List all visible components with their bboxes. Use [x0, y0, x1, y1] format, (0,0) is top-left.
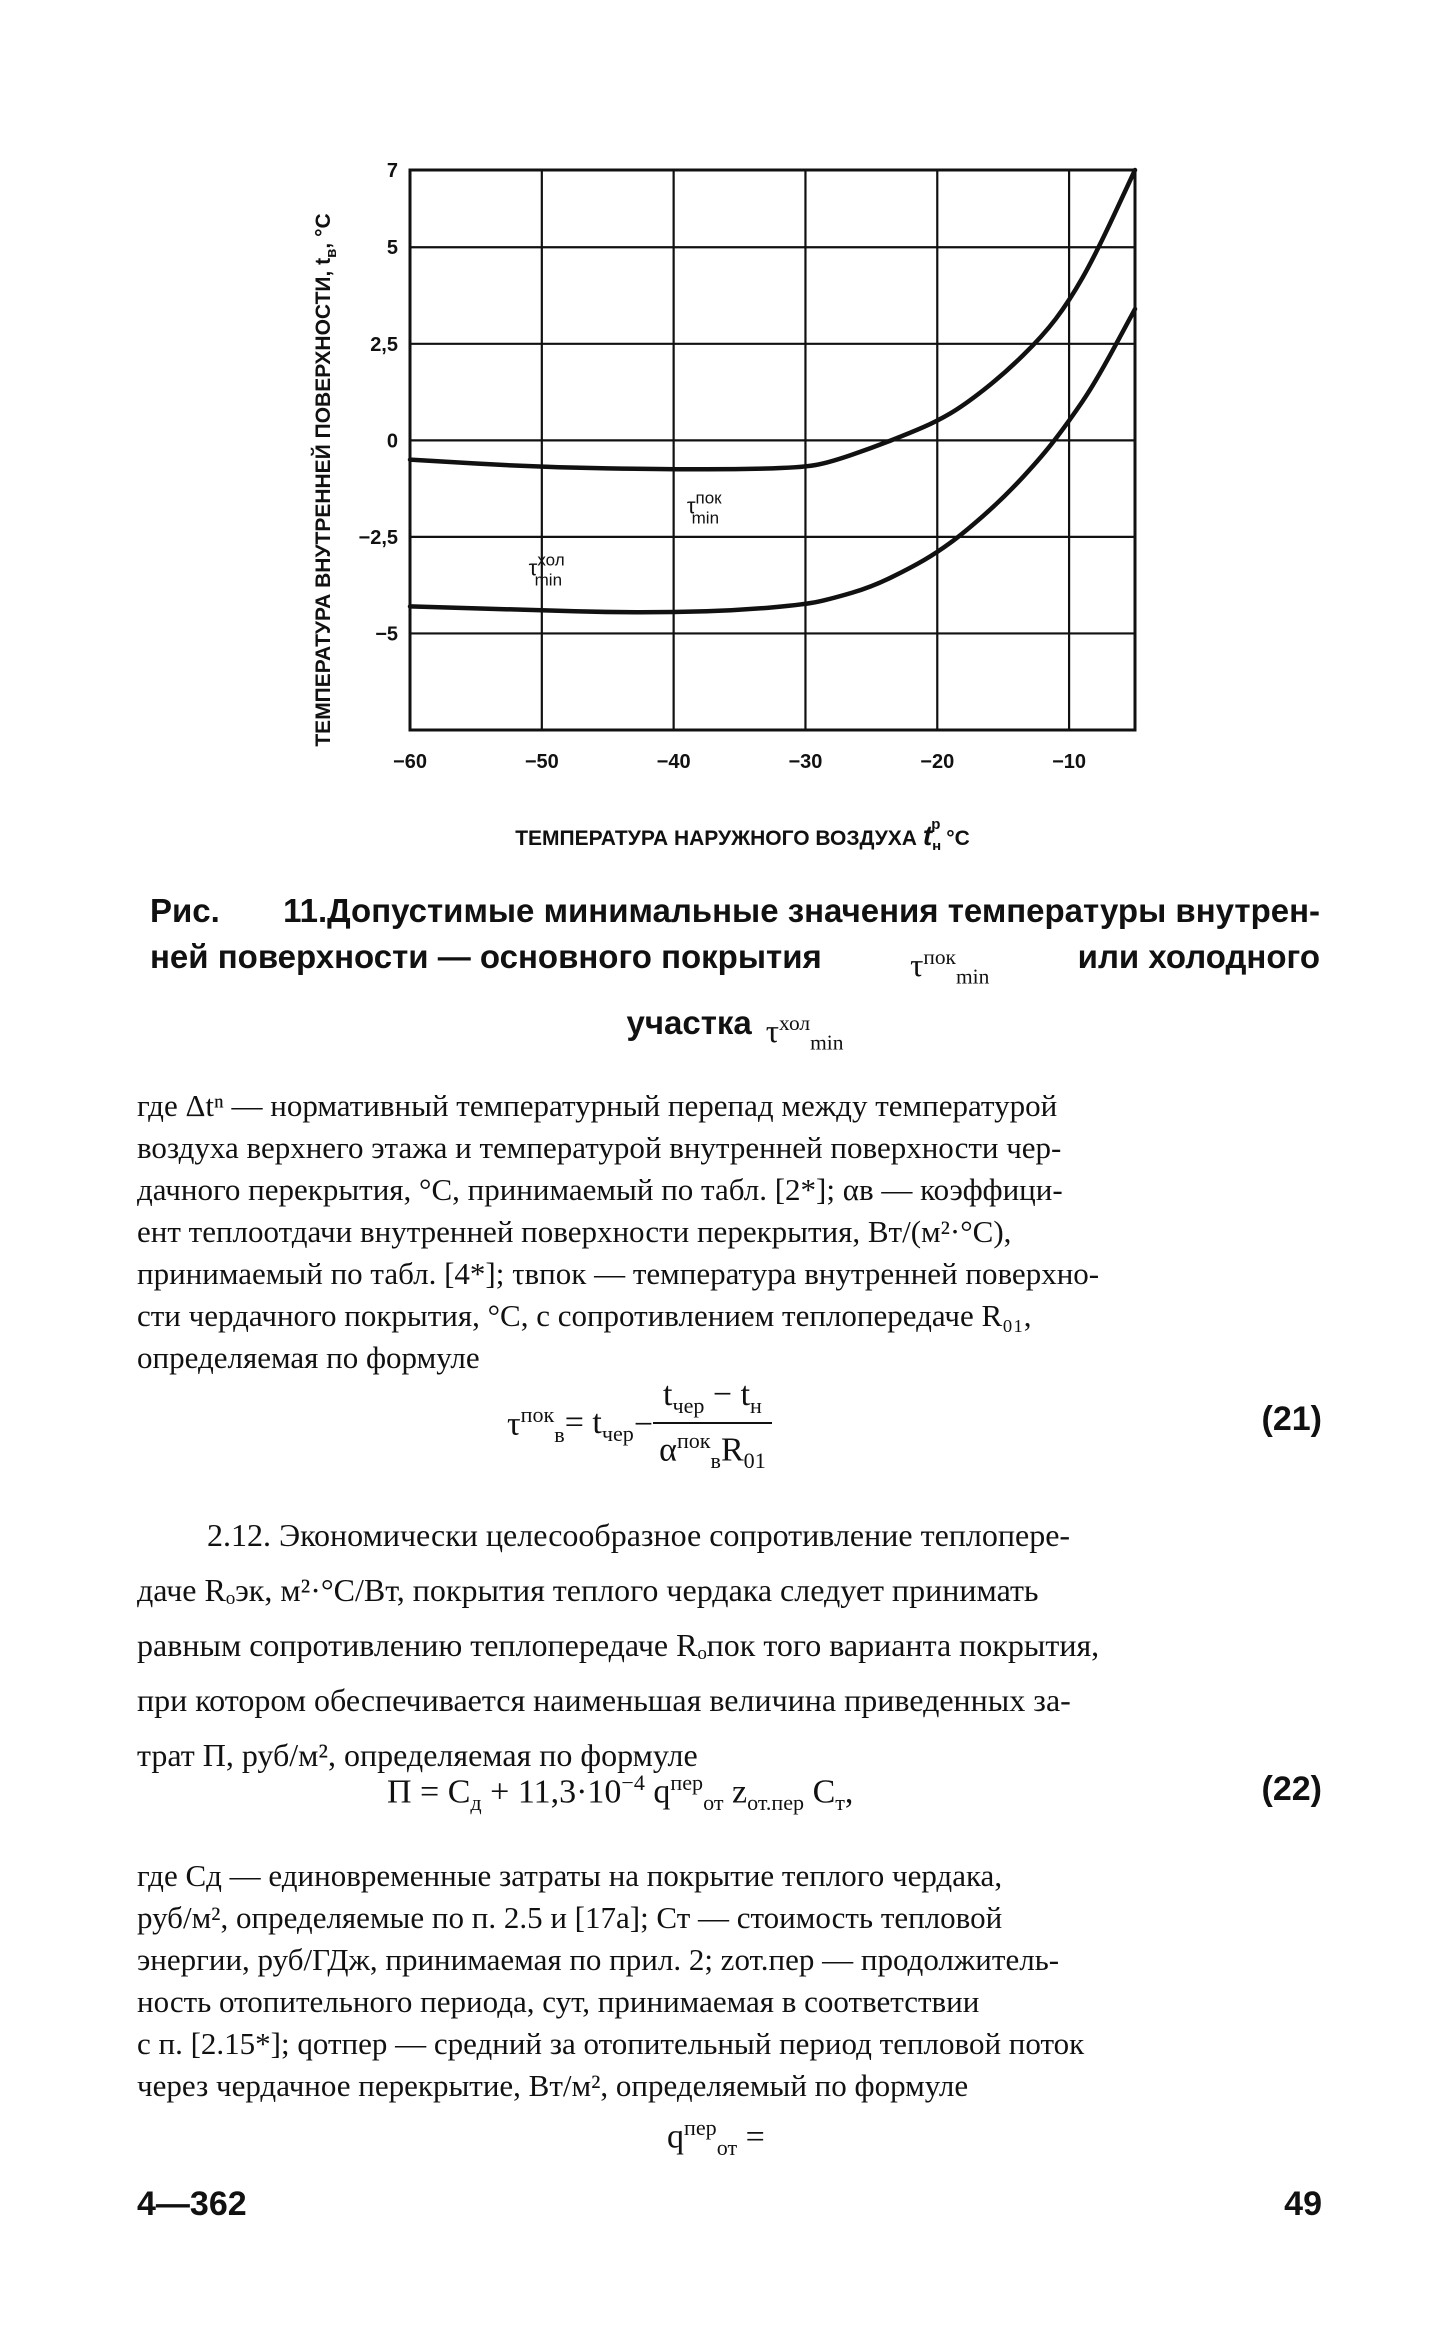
- paragraph-3: [137, 1855, 1322, 2107]
- para3-line: энергии, руб/ГДж, принимаемая по прил. 2; zот.пер — продолжитель-: [137, 1942, 1060, 1977]
- series-label-1: $\tau^{хол}$ min: [528, 550, 565, 590]
- x-tick-label: −50: [524, 751, 559, 773]
- eq21-t: = $t_{чер}$: [564, 1403, 634, 1446]
- para3-line: руб/м², определяемые по п. 2.5 и [17а]; Ст — стоимость тепловой: [137, 1900, 1003, 1935]
- eq21-numerator: $t_{чер} - t_н$: [653, 1376, 772, 1425]
- caption-line-2: [150, 934, 1320, 1000]
- series-line-0: [410, 170, 1135, 469]
- caption-line3: участка: [626, 1003, 752, 1041]
- para3-line: где Сд — единовременные затраты на покрытие теплого чердака,: [137, 1858, 1003, 1893]
- caption-tau-pok: $\tau^{пок}_{min}$: [910, 945, 990, 989]
- y-tick-label: 2,5: [370, 333, 398, 356]
- para2-line: даче Rₒэк, м²·°С/Вт, покрытия теплого чердака следует принимать: [137, 1572, 1039, 1608]
- x-tick-label: −20: [920, 751, 955, 773]
- paragraph-1: [137, 1085, 1322, 1379]
- caption-line2b: или холодного: [1077, 938, 1320, 975]
- equation-21: [137, 1370, 1322, 1480]
- series-label-0: $\tau^{пок}$ min: [686, 488, 722, 528]
- page-number: 49: [1284, 2185, 1322, 2223]
- y-axis-label: ТЕМПЕРАТУРА ВНУТРЕННЕЙ ПОВЕРХНОСТИ, $t_в$, °С: [312, 213, 340, 747]
- caption-line2a: ней поверхности — основного покрытия: [150, 938, 822, 975]
- caption-line-1: [150, 888, 1320, 934]
- paragraph-2: [137, 1508, 1322, 1783]
- para3-line: с п. [2.15*]; qотпер — средний за отопительный период тепловой поток: [137, 2026, 1085, 2061]
- eq21-fraction: [653, 1376, 772, 1475]
- para1-line: принимаемый по табл. [4*]; τвпок — температура внутренней поверхно-: [137, 1256, 1100, 1291]
- caption-lead: Рис.: [150, 892, 220, 929]
- y-tick-label: −2,5: [358, 526, 398, 549]
- caption-line1-rest: 11.Допустимые минимальные значения температуры внутрен-: [283, 892, 1320, 929]
- equation-22: [137, 1770, 1322, 1830]
- x-tick-label: −10: [1052, 751, 1087, 773]
- para3-line: ность отопительного периода, сут, принимаемая в соответствии: [137, 1984, 980, 2019]
- para2-line: при котором обеспечивается наименьшая величина приведенных за-: [137, 1682, 1071, 1718]
- x-tick-label: −60: [393, 751, 427, 773]
- eq22-number: (22): [1261, 1770, 1322, 1808]
- para1-line: где Δtⁿ — нормативный температурный перепад между температурой: [137, 1088, 1058, 1123]
- footer-signature: 4—362: [137, 2185, 247, 2223]
- para2-line: 2.12. Экономически целесообразное сопротивление теплопере-: [207, 1517, 1071, 1553]
- y-tick-label: 5: [386, 237, 398, 260]
- para1-line: дачного перекрытия, °С, принимаемый по табл. [2*]; αв — коэффици-: [137, 1172, 1063, 1207]
- eq21-denominator: $\alpha^{пок}_вR_{01}$: [659, 1428, 766, 1474]
- y-tick-label: 7: [386, 160, 398, 182]
- eq21-number: (21): [1261, 1400, 1322, 1438]
- eq22-formula: $П = С_д + 11,3\cdot 10^{-4}$ $q^{пер}_{от}$ $z_{от.пер}$ $С_т$,: [387, 1770, 854, 1816]
- para1-line: определяемая по формуле: [137, 1340, 480, 1375]
- y-tick-label: 0: [386, 430, 398, 453]
- para1-line: ент теплоотдачи внутренней поверхности перекрытия, Вт/(м²·°С),: [137, 1214, 1012, 1249]
- temperature-chart: [300, 130, 1200, 850]
- para1-line: сти чердачного покрытия, °С, с сопротивлением теплопередаче R₀₁,: [137, 1298, 1032, 1333]
- para1-line: воздуха верхнего этажа и температурой внутренней поверхности чер-: [137, 1130, 1062, 1165]
- para3-line: через чердачное перекрытие, Вт/м², определяемый по формуле: [137, 2068, 969, 2103]
- x-tick-label: −40: [656, 751, 691, 773]
- plot-frame: [410, 170, 1135, 730]
- y-tick-label: −5: [375, 623, 398, 646]
- x-axis-label: ТЕМПЕРАТУРА НАРУЖНОГО ВОЗДУХА $t_нр$ °С: [515, 816, 970, 850]
- eq21-minus: −: [633, 1406, 653, 1443]
- x-tick-label: −30: [788, 751, 823, 773]
- para2-line: равным сопротивлению теплопередаче Rₒпок того варианта покрытия,: [137, 1627, 1100, 1663]
- para2-line: трат П, руб/м², определяемая по формуле: [137, 1737, 698, 1773]
- eq21-lhs: $\tau^{пок}_в$: [507, 1401, 565, 1448]
- caption-tau-hol: $\tau^{хол}_{min}$: [765, 1010, 844, 1055]
- caption-line-3: [150, 1000, 1320, 1066]
- figure-caption: [150, 888, 1320, 1065]
